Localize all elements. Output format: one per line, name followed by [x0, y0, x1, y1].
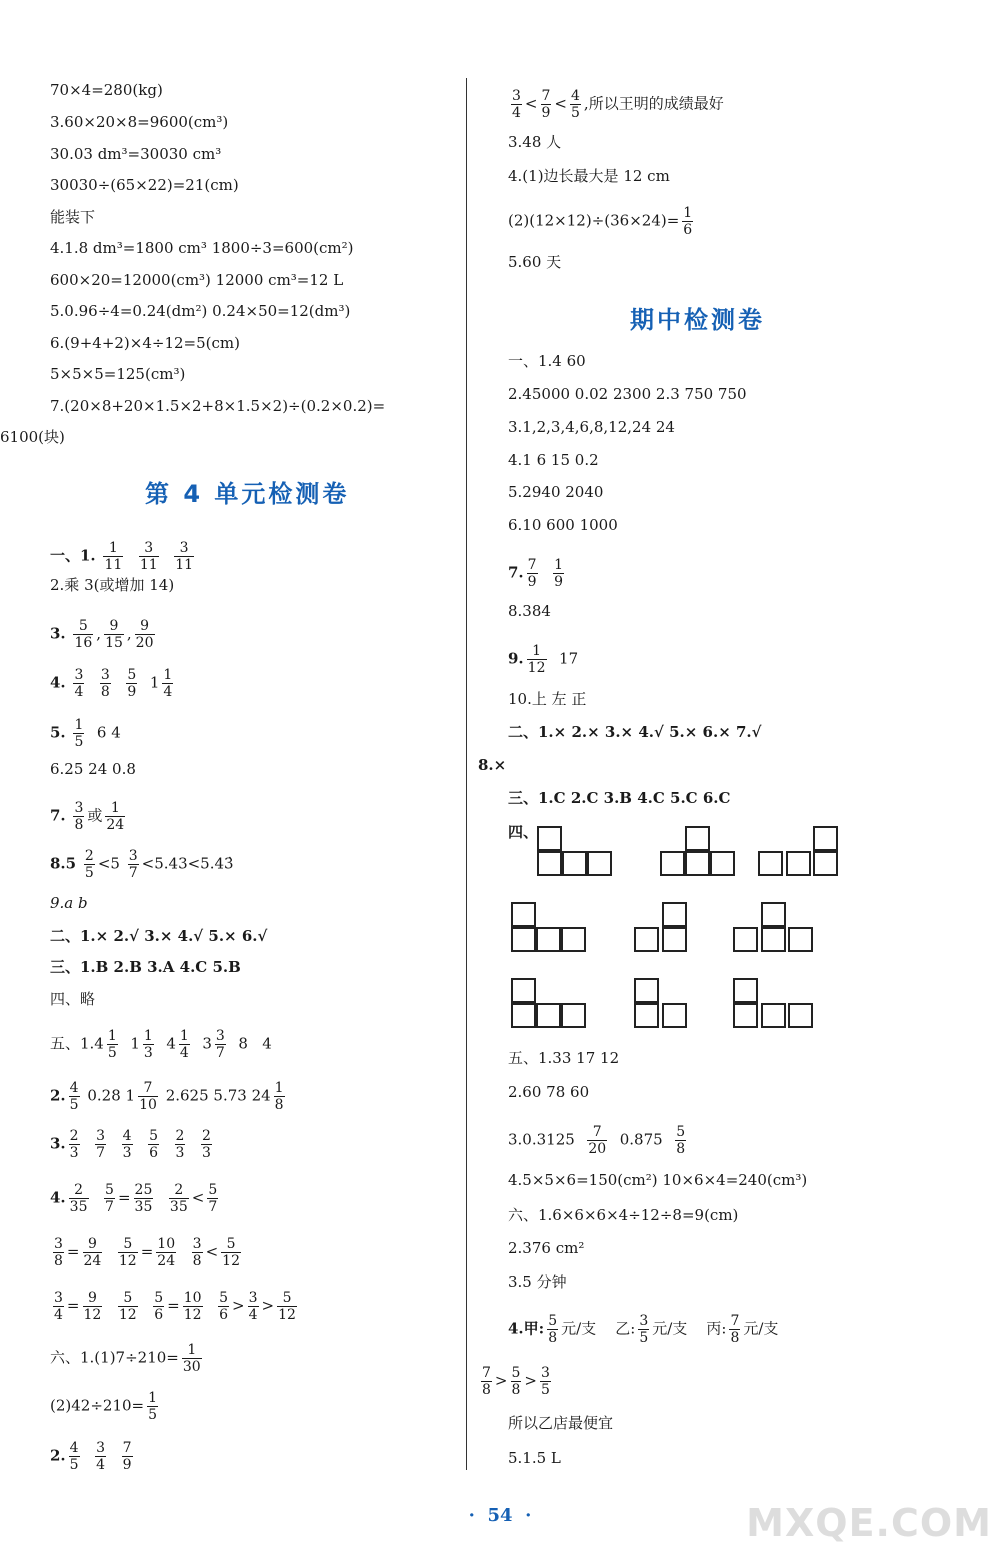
fraction: $\frac{4}{3}$	[122, 1128, 132, 1161]
text: 元/支	[743, 1319, 779, 1338]
fraction: $\frac{3}{8}$	[54, 1236, 63, 1269]
fraction: $\frac{5}{16}$	[74, 618, 93, 651]
q-label: 4.	[50, 1188, 66, 1207]
fraction: $\frac{5}{12}$	[278, 1290, 296, 1323]
q-label: 一、1.	[50, 546, 96, 565]
text: 3.0.3125	[508, 1130, 575, 1149]
fraction: $\frac{1}{5}$	[74, 717, 84, 750]
watermark: MXQE.COM	[746, 1501, 992, 1545]
text: 2.625 5.73 24	[165, 1086, 271, 1105]
fraction: $\frac{3}{11}$	[175, 540, 194, 573]
answer-line	[50, 717, 121, 750]
q-label: 2.	[50, 1446, 66, 1465]
answer-line	[508, 557, 567, 590]
answer-line: 四、略	[50, 990, 96, 1008]
fraction: $\frac{3}{7}$	[215, 1028, 225, 1061]
text-line: 5.0.96÷4=0.24(dm²) 0.24×50=12(dm³)	[50, 302, 351, 320]
fraction: $\frac{1}{4}$	[163, 667, 173, 700]
answer-line: 一、1.4 60	[508, 352, 586, 370]
answer-line: 3. $\frac{5}{16}$ , $\frac{9}{15}$ , $\frac{9}{20}$	[50, 618, 154, 651]
fraction: $\frac{4}{5}$	[69, 1440, 79, 1473]
column-divider	[466, 78, 467, 1470]
fraction: $\frac{1}{30}$	[182, 1342, 201, 1375]
text: 元/支	[652, 1319, 688, 1338]
answer-line	[50, 800, 128, 833]
fraction: $\frac{5}{12}$	[118, 1236, 137, 1269]
fraction: $\frac{5}{6}$	[219, 1290, 229, 1323]
answer-line	[508, 1124, 689, 1157]
q-label: 五、1.4	[50, 1034, 104, 1053]
text-line: 能装下	[50, 208, 96, 226]
text-line: 5×5×5=125(cm³)	[50, 365, 186, 383]
fraction: $\frac{5}{9}$	[127, 667, 137, 700]
section-title: 期中检测卷	[630, 306, 765, 334]
fraction: $\frac{1}{3}$	[143, 1028, 153, 1061]
text: <5	[97, 854, 120, 873]
fraction: $\frac{2}{3}$	[69, 1128, 79, 1161]
answer-line: 2.376 cm²	[508, 1239, 585, 1257]
text: 或	[87, 806, 103, 825]
answer-line	[50, 540, 197, 573]
answer-line	[50, 1342, 205, 1375]
text: 17	[559, 649, 579, 668]
text: <5.43<5.43̇	[141, 854, 234, 873]
answer-line: 四、	[508, 823, 539, 841]
fraction: $\frac{5}{8}$	[548, 1313, 558, 1346]
text-line: 6100(块)	[0, 428, 65, 446]
fraction: $\frac{7}{10}$	[139, 1080, 157, 1113]
answer-line: 4. $\frac{2}{35}$ $\frac{5}{7}$ = $\frac{25}{35}$ $\frac{2}{35}$ < $\frac{5}{7}$	[50, 1182, 218, 1215]
answer-line: $\frac{3}{4}$ = $\frac{9}{12}$ $\frac{5}{12}$ $\frac{5}{6}$ = $\frac{10}{12}$ $\frac{5}{6}$ > $\frac{3}{4}$ > $\frac{5}{12}$	[54, 1290, 296, 1323]
fraction: $\frac{1}{12}$	[527, 643, 546, 676]
q-label: 2.	[50, 1086, 66, 1105]
answer-line: 2.乘 3(或增加 14)	[50, 576, 175, 594]
fraction: $\frac{5}{7}$	[105, 1182, 114, 1215]
text-line: 4.1.8 dm³=1800 cm³ 1800÷3=600(cm²)	[50, 239, 354, 257]
text: 元/支	[561, 1319, 597, 1338]
fraction: $\frac{1}{11}$	[104, 540, 123, 573]
answer-line: 5.60 天	[508, 253, 562, 271]
text: 0.28 1	[87, 1086, 136, 1105]
page-number-text: 54	[487, 1505, 513, 1526]
fraction: $\frac{4}{5}$	[571, 88, 580, 121]
answer-line: $\frac{7}{8}$ > $\frac{5}{8}$ > $\frac{3}{5}$	[482, 1365, 550, 1398]
answer-line: 五、1.4 $\frac{1}{5}$ 1 $\frac{1}{3}$ 4 $\frac{1}{4}$ 3 $\frac{3}{7}$ 8 4	[50, 1028, 272, 1061]
answer-line: 二、1.× 2.× 3.× 4.√ 5.× 6.× 7.√	[508, 723, 762, 741]
fraction: $\frac{1}{4}$	[179, 1028, 189, 1061]
fraction: $\frac{2}{3}$	[175, 1128, 185, 1161]
answer-line: 8.×	[478, 756, 507, 774]
fraction: $\frac{7}{9}$	[122, 1440, 132, 1473]
q-label: 4.甲:	[508, 1319, 545, 1338]
fraction: $\frac{7}{9}$	[541, 88, 551, 121]
text: (2)(12×12)÷(36×24)=	[508, 211, 680, 230]
text: 6 4	[96, 723, 121, 742]
fraction: $\frac{9}{20}$	[135, 618, 154, 651]
answer-line: $\frac{3}{8}$ = $\frac{9}{24}$ $\frac{5}{12}$ = $\frac{10}{24}$ $\frac{3}{8}$ < $\frac{5}{12}$	[54, 1236, 240, 1269]
answer-line: 3.48 人	[508, 133, 562, 151]
fraction: $\frac{10}{12}$	[183, 1290, 202, 1323]
fraction: $\frac{1}{24}$	[106, 800, 125, 833]
fraction: $\frac{3}{8}$	[100, 667, 110, 700]
q-label: (2)42÷210=	[50, 1396, 145, 1415]
fraction: $\frac{5}{12}$	[222, 1236, 240, 1269]
q-label: 4.	[50, 673, 66, 692]
answer-line: 3.5 分钟	[508, 1273, 567, 1291]
fraction: $\frac{3}{4}$	[54, 1290, 63, 1323]
answer-line: 10.上 左 正	[508, 690, 587, 708]
answer-line: 9.a b	[50, 894, 88, 912]
fraction: $\frac{3}{4}$	[74, 667, 84, 700]
text-line: 30030÷(65×22)=21(cm)	[50, 176, 239, 194]
fraction: $\frac{3}{4}$	[96, 1440, 106, 1473]
answer-line: 6.25 24 0.8	[50, 760, 136, 778]
fraction: $\frac{9}{12}$	[83, 1290, 102, 1323]
text-line: 6.(9+4+2)×4÷12=5(cm)	[50, 334, 240, 352]
text: 0.875	[619, 1130, 663, 1149]
answer-line	[508, 205, 696, 238]
answer-line: 4.(1)边长最大是 12 cm	[508, 167, 670, 185]
q-label: 7.	[50, 806, 66, 825]
fraction: $\frac{10}{24}$	[157, 1236, 176, 1269]
fraction: $\frac{5}{7}$	[208, 1182, 218, 1215]
fraction: $\frac{3}{4}$	[248, 1290, 258, 1323]
text: ,所以王明的成绩最好	[583, 94, 724, 113]
fraction: $\frac{3}{5}$	[541, 1365, 550, 1398]
dot: ·	[468, 1505, 475, 1526]
fraction: $\frac{3}{8}$	[192, 1236, 202, 1269]
fraction: $\frac{2}{3}$	[202, 1128, 211, 1161]
answer-line	[508, 643, 578, 676]
dot: ·	[525, 1505, 532, 1526]
answer-line: 3.1,2,3,4,6,8,12,24 24	[508, 418, 675, 436]
q-label: 7.	[508, 563, 524, 582]
answer-line	[50, 1128, 215, 1161]
answer-line: 4.5×5×6=150(cm²) 10×6×4=240(cm³)	[508, 1171, 808, 1189]
q-label: 六、1.(1)7÷210=	[50, 1348, 179, 1367]
fraction: $\frac{7}{8}$	[730, 1313, 740, 1346]
q-label: 3.	[50, 1134, 66, 1153]
fraction: $\frac{9}{24}$	[83, 1236, 102, 1269]
q-label: 8.5	[50, 854, 77, 873]
q-label: 5.	[50, 723, 66, 742]
fraction: $\frac{1}{8}$	[274, 1080, 284, 1113]
fraction: $\frac{9}{15}$	[105, 618, 123, 651]
answer-line: 8.384	[508, 602, 551, 620]
fraction: $\frac{1}{9}$	[554, 557, 564, 590]
fraction: $\frac{3}{11}$	[139, 540, 158, 573]
fraction: $\frac{3}{7}$	[128, 848, 138, 881]
text-line: 70×4=280(kg)	[50, 81, 163, 99]
answer-line	[508, 1313, 778, 1346]
fraction: $\frac{25}{35}$	[134, 1182, 153, 1215]
text-line: 7.(20×8+20×1.5×2+8×1.5×2)÷(0.2×0.2)=	[50, 397, 386, 415]
q-label: 3.	[50, 624, 66, 643]
fraction: $\frac{3}{4}$	[512, 88, 521, 121]
answer-line: 六、1.6×6×6×4÷12÷8=9(cm)	[508, 1206, 739, 1224]
fraction: $\frac{5}{6}$	[154, 1290, 164, 1323]
answer-line: 5.1.5 L	[508, 1449, 561, 1467]
fraction: $\frac{1}{5}$	[148, 1390, 158, 1423]
text-line: 600×20=12000(cm³) 12000 cm³=12 L	[50, 271, 344, 289]
answer-line: 5.2940 2040	[508, 483, 604, 501]
answer-line: 所以乙店最便宜	[508, 1414, 614, 1432]
answer-line: 二、1.× 2.√ 3.× 4.√ 5.× 6.√	[50, 927, 268, 945]
answer-line	[50, 848, 234, 881]
fraction: $\frac{2}{5}$	[84, 848, 94, 881]
fraction: $\frac{1}{5}$	[107, 1028, 117, 1061]
answer-line: 6.10 600 1000	[508, 516, 618, 534]
fraction: $\frac{3}{8}$	[74, 800, 84, 833]
answer-line: 4.1 6 15 0.2	[508, 451, 599, 469]
fraction: $\frac{2}{35}$	[69, 1182, 88, 1215]
text: 乙:	[615, 1319, 636, 1338]
fraction: $\frac{3}{7}$	[96, 1128, 106, 1161]
answer-line	[50, 1440, 136, 1473]
fraction: $\frac{3}{5}$	[639, 1313, 649, 1346]
fraction: $\frac{5}{6}$	[149, 1128, 158, 1161]
answer-line: 4. $\frac{3}{4}$ $\frac{3}{8}$ $\frac{5}{9}$ 1 $\frac{1}{4}$	[50, 667, 173, 700]
answer-line: 三、1.C 2.C 3.B 4.C 5.C 6.C	[508, 789, 731, 807]
fraction: $\frac{5}{12}$	[118, 1290, 137, 1323]
fraction: $\frac{2}{35}$	[169, 1182, 188, 1215]
q-label: 9.	[508, 649, 524, 668]
fraction: $\frac{7}{9}$	[527, 557, 537, 590]
section-title: 第 4 单元检测卷	[145, 480, 350, 508]
fraction: $\frac{1}{6}$	[683, 205, 693, 238]
answer-line	[50, 1390, 161, 1423]
text-line: 3.60×20×8=9600(cm³)	[50, 113, 229, 131]
text-line: 30.03 dm³=30030 cm³	[50, 145, 222, 163]
answer-line	[50, 1080, 288, 1113]
answer-line: 五、1.33 17 12	[508, 1049, 620, 1067]
text: 丙:	[706, 1319, 727, 1338]
answer-line: 2.45000 0.02 2300 2.3 750 750	[508, 385, 747, 403]
fraction: $\frac{7}{8}$	[482, 1365, 491, 1398]
fraction: $\frac{5}{8}$	[676, 1124, 686, 1157]
answer-line: 2.60 78 60	[508, 1083, 590, 1101]
answer-line: 三、1.B 2.B 3.A 4.C 5.B	[50, 958, 241, 976]
fraction: $\frac{4}{5}$	[69, 1080, 79, 1113]
fraction: $\frac{5}{8}$	[511, 1365, 521, 1398]
answer-line: $\frac{3}{4}$ < $\frac{7}{9}$ < $\frac{4}{5}$ ,所以王明的成绩最好	[512, 88, 724, 121]
fraction: $\frac{7}{20}$	[588, 1124, 607, 1157]
